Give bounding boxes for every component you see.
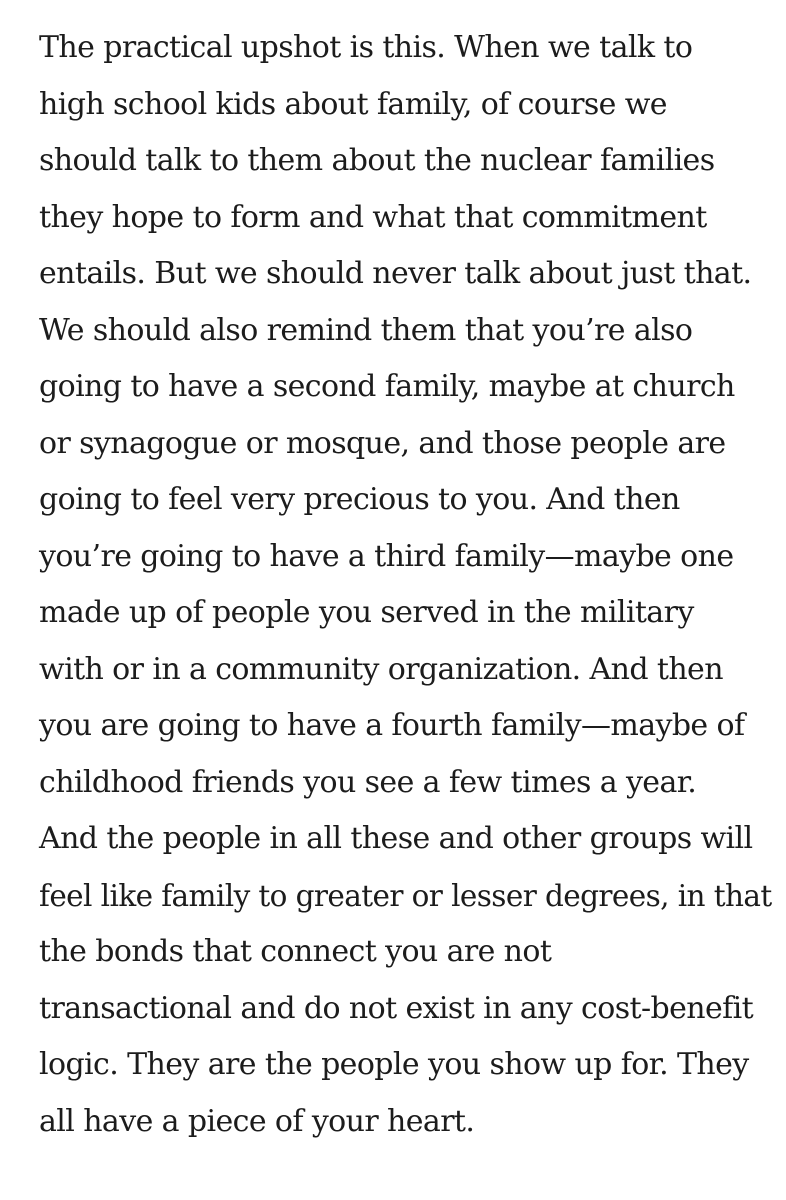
text-line: the bonds that connect you are not: [39, 934, 552, 969]
text-line: they hope to form and what that commitment: [39, 199, 707, 235]
text-line: you’re going to have a third family—maybe one: [39, 538, 734, 574]
text-line: going to have a second family, maybe at church: [39, 369, 735, 404]
text-line: entails. But we should never talk about just that.: [39, 256, 752, 291]
text-line: all have a piece of your heart.: [39, 1103, 475, 1139]
text-line: transactional and do not exist in any cost-benefit: [39, 990, 754, 1026]
paragraph: [39, 20, 779, 1150]
text-line: The practical upshot is this. When we talk to: [39, 30, 693, 65]
text-line: or synagogue or mosque, and those people are: [39, 425, 726, 461]
text-line: And the people in all these and other groups will: [39, 821, 753, 856]
text-line: made up of people you served in the military: [39, 595, 694, 630]
text-line: with or in a community organization. And then: [39, 651, 723, 687]
text-line: should talk to them about the nuclear families: [39, 143, 715, 178]
text-line: feel like family to greater or lesser degrees, in that: [39, 878, 772, 913]
text-line: high school kids about family, of course we: [39, 86, 667, 122]
text-line: going to feel very precious to you. And then: [39, 482, 680, 517]
text-line: logic. They are the people you show up for. They: [39, 1047, 749, 1082]
text-line: you are going to have a fourth family—maybe of: [39, 708, 745, 743]
text-line: We should also remind them that you’re also: [39, 312, 693, 348]
text-line: childhood friends you see a few times a year.: [39, 764, 697, 800]
